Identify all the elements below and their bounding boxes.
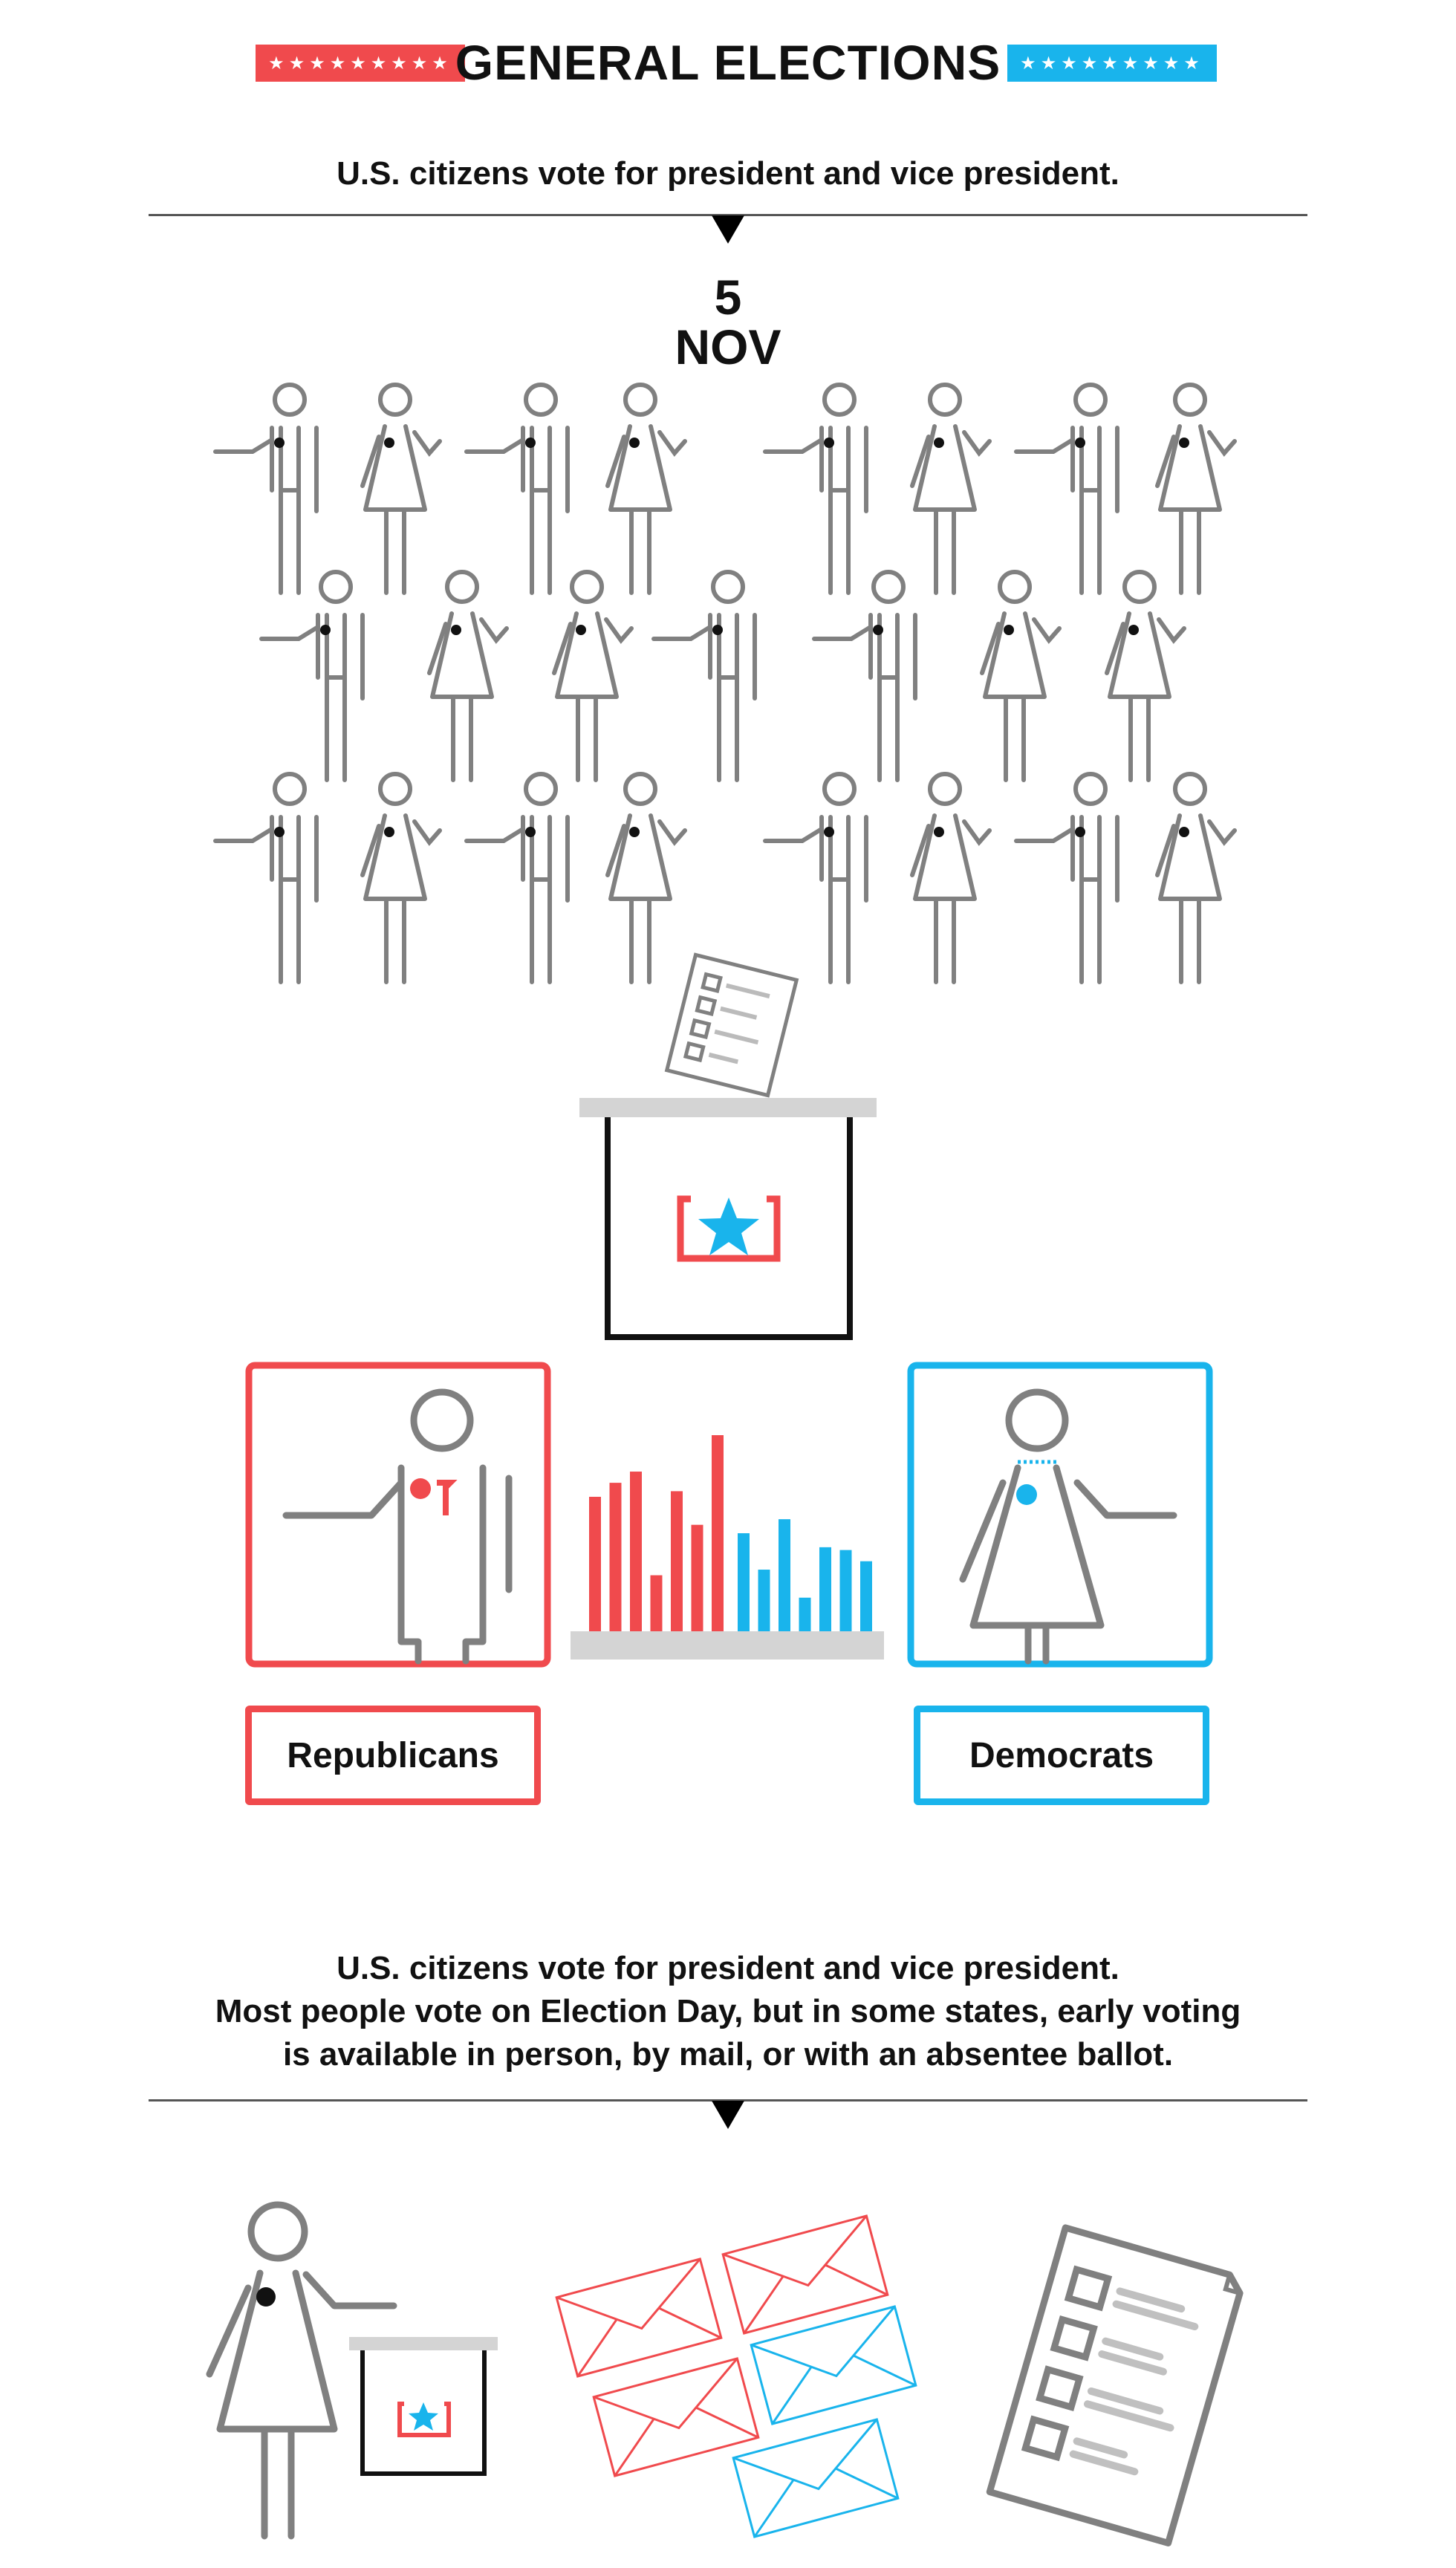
female-voter-icon <box>982 572 1059 780</box>
female-voter-icon <box>608 774 685 982</box>
absentee-ballot-icon <box>989 2228 1244 2543</box>
female-voter-icon <box>912 774 989 982</box>
crowd-row-3 <box>215 774 1235 982</box>
female-voter-icon <box>912 385 989 593</box>
star-icon <box>698 1197 759 1255</box>
democrats-label <box>914 1706 1209 1805</box>
male-voter-icon <box>1016 774 1117 982</box>
section2-line-1: U.S. citizens vote for president and vice president. <box>337 1950 1119 1986</box>
envelope-icon <box>556 2259 721 2376</box>
republican-bar-3 <box>630 1472 642 1631</box>
republicans-label-text: Republicans <box>287 1735 499 1775</box>
male-voter-icon <box>1016 385 1117 593</box>
female-voter-icon <box>1107 572 1184 780</box>
section2-line-2: Most people vote on Election Day, but in some states, early voting <box>215 1993 1241 2029</box>
republican-bar-5 <box>671 1491 683 1631</box>
democrat-bar-3 <box>779 1519 790 1631</box>
stars-left-text: ★★★★★★★★★ <box>268 53 452 74</box>
stars-right-text: ★★★★★★★★★ <box>1020 53 1204 74</box>
male-voter-icon <box>215 774 316 982</box>
chart-base <box>571 1631 884 1660</box>
ballot-icon <box>667 955 797 1095</box>
voter-at-box-icon <box>209 2205 498 2536</box>
section1-subtitle: U.S. citizens vote for president and vice president. <box>337 155 1119 192</box>
female-voter-icon <box>363 385 440 593</box>
female-voter-icon <box>1157 774 1235 982</box>
republican-bar-4 <box>651 1576 663 1631</box>
election-date-month: NOV <box>675 319 781 374</box>
crowd-row-2 <box>261 572 1184 780</box>
republican-bar-1 <box>589 1497 601 1631</box>
male-voter-icon <box>765 774 866 982</box>
page-title: GENERAL ELECTIONS <box>455 35 1001 90</box>
male-voter-icon <box>467 774 568 982</box>
male-voter-icon <box>261 572 363 780</box>
ballot-box-icon <box>579 1098 877 1337</box>
male-voter-icon <box>215 385 316 593</box>
chart <box>571 1435 884 1660</box>
democrat-candidate-box <box>911 1365 1209 1664</box>
election-date-day: 5 <box>714 270 742 325</box>
republicans-label <box>245 1706 541 1805</box>
democrat-bar-1 <box>738 1533 750 1631</box>
democrat-bar-5 <box>819 1547 831 1631</box>
down-arrow-icon <box>712 2101 744 2129</box>
female-voter-icon <box>429 572 507 780</box>
male-voter-icon <box>814 572 915 780</box>
male-voter-icon <box>654 572 755 780</box>
democrats-label-text: Democrats <box>969 1735 1154 1775</box>
section2-line-3: is available in person, by mail, or with an absentee ballot. <box>282 2036 1174 2073</box>
democrat-bar-6 <box>840 1550 852 1631</box>
democrat-bar-2 <box>758 1570 770 1631</box>
female-voter-icon <box>1157 385 1235 593</box>
mail-ballots-icon <box>556 2216 916 2537</box>
democrat-bar-7 <box>860 1561 872 1631</box>
republican-candidate-box <box>249 1365 547 1664</box>
crowd-row-1 <box>215 385 1235 593</box>
male-voter-icon <box>467 385 568 593</box>
republican-bar-2 <box>610 1483 622 1631</box>
female-voter-icon <box>608 385 685 593</box>
male-voter-icon <box>765 385 866 593</box>
female-voter-icon <box>554 572 631 780</box>
female-voter-icon <box>363 774 440 982</box>
republican-bar-6 <box>692 1525 703 1631</box>
democrat-bar-4 <box>799 1598 811 1631</box>
republican-bar-7 <box>712 1435 724 1631</box>
